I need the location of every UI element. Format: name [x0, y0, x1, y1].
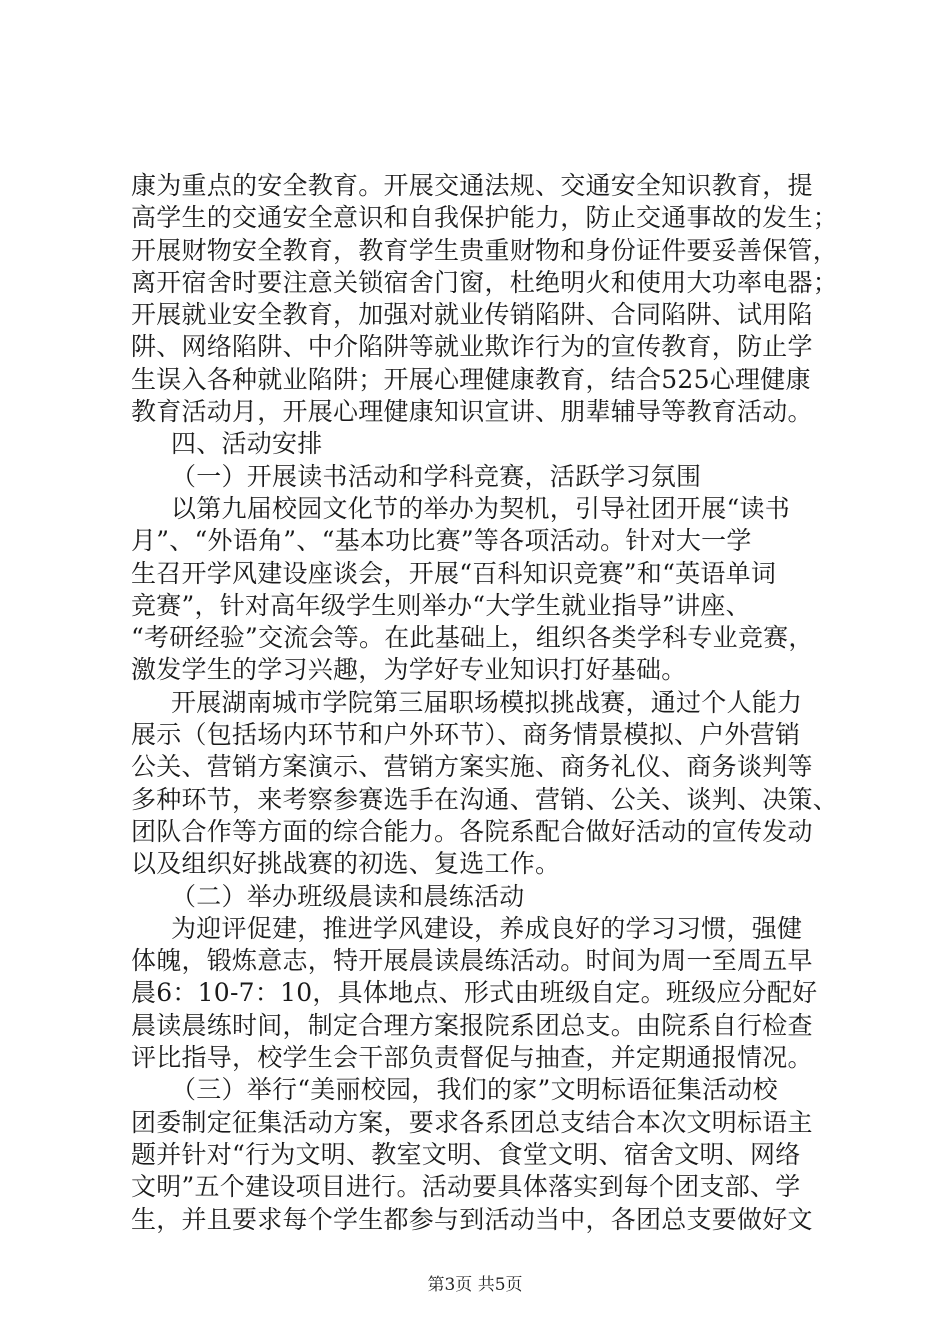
text-line: 公关、营销方案演示、营销方案实施、商务礼仪、商务谈判等	[131, 752, 813, 782]
text-line: 月”、“外语角”、“基本功比赛”等各项活动。针对大一学	[131, 526, 752, 556]
text-line: 竞赛”，针对高年级学生则举办“大学生就业指导”讲座、	[131, 590, 751, 620]
text-line: 展示（包括场内环节和户外环节）、商务情景模拟、户外营销	[131, 720, 801, 750]
document-body	[131, 170, 839, 1236]
text-line: 题并针对“行为文明、教室文明、食堂文明、宿舍文明、网络	[131, 1139, 801, 1169]
text-line: 多种环节，来考察参赛选手在沟通、营销、公关、谈判、决策、	[131, 784, 839, 814]
text-line: 开展财物安全教育，教育学生贵重财物和身份证件要妥善保管，	[131, 235, 839, 265]
text-line: 评比指导，校学生会干部负责督促与抽查，并定期通报情况。	[131, 1043, 813, 1073]
text-line: 生误入各种就业陷阱；开展心理健康教育，结合525心理健康	[131, 364, 811, 394]
text-line: 康为重点的安全教育。开展交通法规、交通安全知识教育，提	[131, 171, 813, 200]
text-line: 晨读晨练时间，制定合理方案报院系团总支。由院系自行检查	[131, 1010, 813, 1040]
text-line: “考研经验”交流会等。在此基础上，组织各类学科专业竞赛，	[131, 623, 814, 653]
text-line: 离开宿舍时要注意关锁宿舍门窗，杜绝明火和使用大功率电器；	[131, 267, 839, 297]
text-line: 教育活动月，开展心理健康知识宣讲、朋辈辅导等教育活动。	[131, 397, 813, 427]
subsection-heading: （三）举行“美丽校园，我们的家”文明标语征集活动校	[171, 1075, 778, 1105]
text-line: 生，并且要求每个学生都参与到活动当中，各团总支要做好文	[131, 1204, 813, 1234]
paragraph-start-line: 以第九届校园文化节的举办为契机，引导社团开展“读书	[171, 493, 791, 523]
text-line: 晨6：10-7：10，具体地点、形式由班级自定。班级应分配好	[131, 978, 818, 1008]
paragraph-start-line: 为迎评促建，推进学风建设，养成良好的学习习惯，强健	[171, 913, 803, 943]
text-line: 开展就业安全教育，加强对就业传销陷阱、合同陷阱、试用陷	[131, 300, 813, 330]
text-line: 生召开学风建设座谈会，开展“百科知识竞赛”和“英语单词	[131, 558, 777, 588]
text-line: 激发学生的学习兴趣，为学好专业知识打好基础。	[131, 655, 687, 685]
text-line: 团委制定征集活动方案，要求各系团总支结合本次文明标语主	[131, 1107, 813, 1137]
paragraph-start-line: 开展湖南城市学院第三届职场模拟挑战赛，通过个人能力	[171, 687, 803, 717]
text-line: 团队合作等方面的综合能力。各院系配合做好活动的宣传发动	[131, 816, 813, 846]
text-line: 体魄，锻炼意志，特开展晨读晨练活动。时间为周一至周五早	[131, 946, 813, 976]
page-number-footer: 第3页 共5页	[427, 1275, 523, 1295]
text-line: 阱、网络陷阱、中介陷阱等就业欺诈行为的宣传教育，防止学	[131, 332, 813, 362]
subsection-heading: （二）举办班级晨读和晨练活动	[171, 881, 525, 911]
text-line: 高学生的交通安全意识和自我保护能力，防止交通事故的发生；	[131, 203, 839, 233]
section-heading: 四、活动安排	[171, 429, 323, 459]
text-line: 以及组织好挑战赛的初选、复选工作。	[131, 849, 561, 879]
text-line: 文明”五个建设项目进行。活动要具体落实到每个团支部、学	[131, 1172, 801, 1202]
subsection-heading: （一）开展读书活动和学科竞赛，活跃学习氛围	[171, 461, 702, 491]
